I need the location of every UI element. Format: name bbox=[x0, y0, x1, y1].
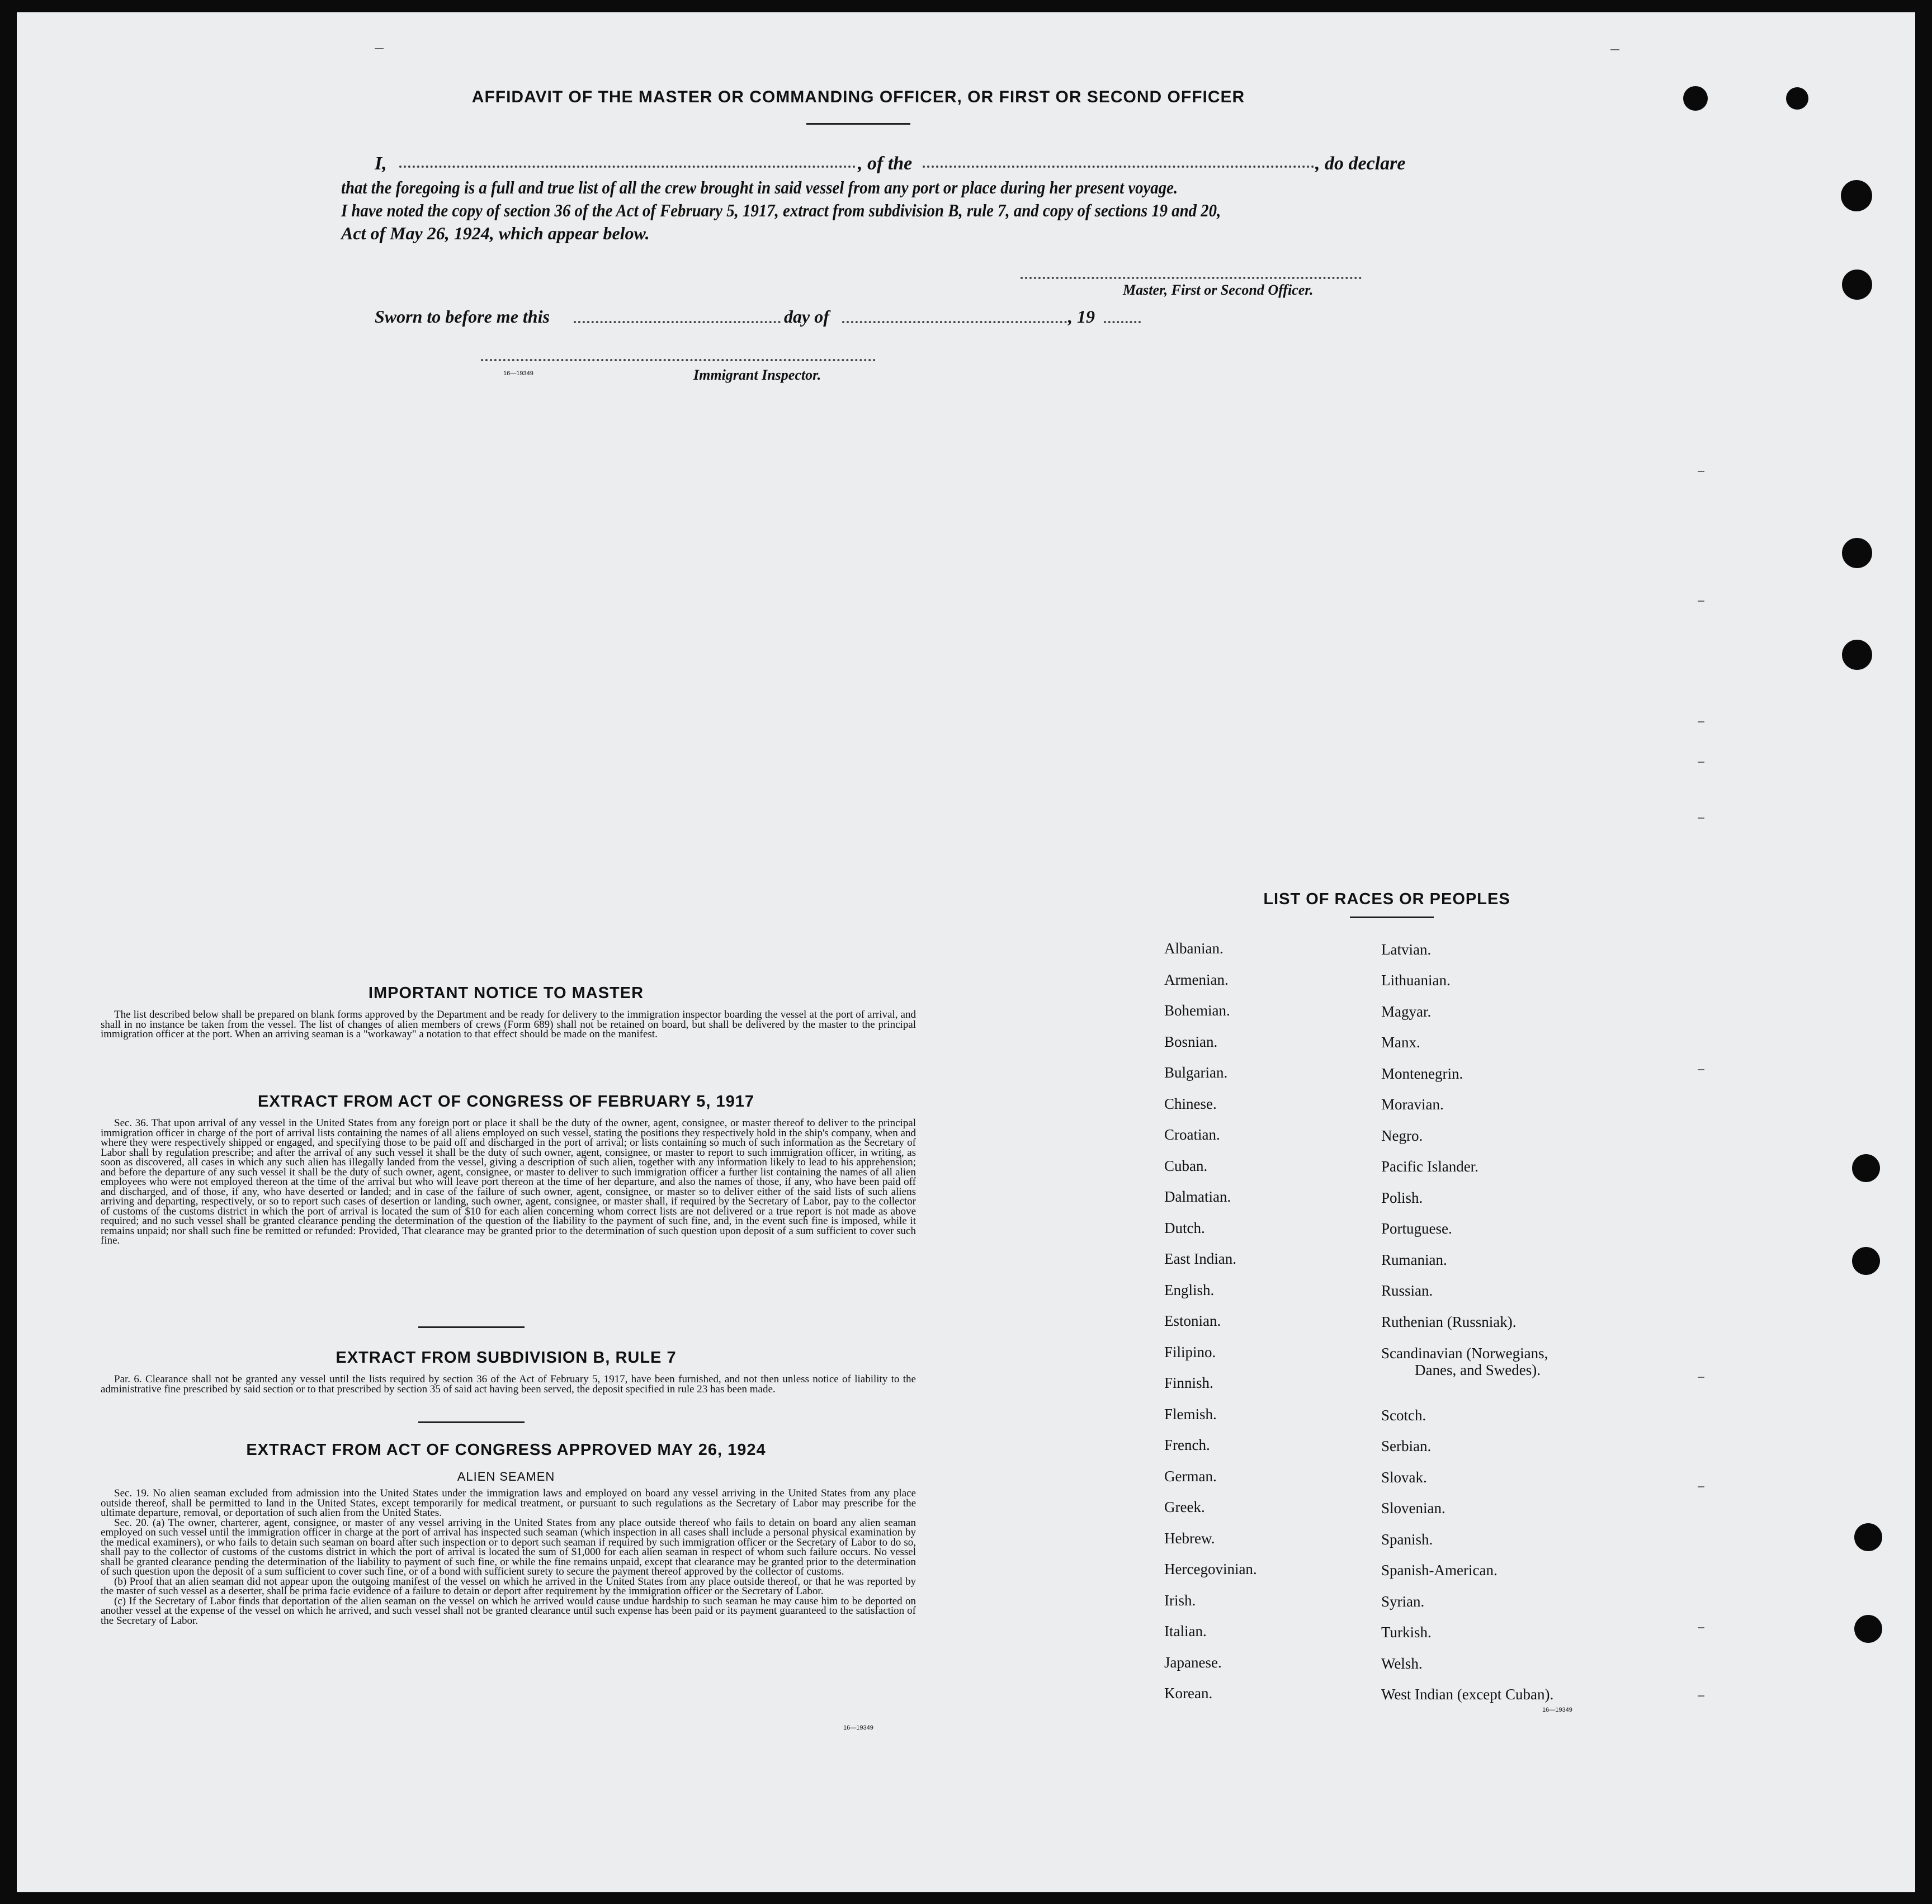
race-left-item: Greek. bbox=[1164, 1499, 1205, 1515]
divider-2 bbox=[418, 1421, 525, 1423]
punch-hole bbox=[1683, 86, 1708, 111]
race-left-item: Estonian. bbox=[1164, 1312, 1221, 1329]
race-right-item: Slovak. bbox=[1381, 1469, 1427, 1486]
race-left-item: French. bbox=[1164, 1437, 1210, 1453]
race-right-item: Manx. bbox=[1381, 1034, 1420, 1051]
race-left-item: Hebrew. bbox=[1164, 1530, 1215, 1547]
inspector-label: Immigrant Inspector. bbox=[693, 367, 821, 383]
punch-hole bbox=[1842, 640, 1872, 670]
extract-1924-title: EXTRACT FROM ACT OF CONGRESS APPROVED MAY 26, 1924 bbox=[246, 1441, 766, 1459]
edge-mark bbox=[1698, 1486, 1704, 1487]
edge-mark bbox=[1698, 471, 1704, 472]
sworn-year-blank[interactable] bbox=[1104, 321, 1141, 323]
section-20b-paragraph: (b) Proof that an alien seaman did not appear upon the outgoing manifest of the vessel on which he arrived in the United States from any place outside thereof, or that he was reported by the master of such vessel as a deserter, shall be prima facie evidence of a failure to detain or deport after requirement by the immigration officer or the Secretary of Labor. bbox=[101, 1575, 916, 1597]
races-form-number: 16—19349 bbox=[1542, 1707, 1572, 1713]
affidavit-line-2: that the foregoing is a full and true list of all the crew brought in said vessel from any port or place during her present voyage. bbox=[341, 177, 1178, 197]
year-label: , 19 bbox=[1068, 306, 1095, 327]
punch-hole bbox=[1842, 270, 1872, 300]
edge-mark bbox=[1698, 1069, 1704, 1070]
races-title-rule bbox=[1350, 916, 1434, 918]
race-left-item: Bulgarian. bbox=[1164, 1064, 1228, 1081]
race-right-item: Scandinavian (Norwegians, bbox=[1381, 1345, 1548, 1362]
sworn-day-blank[interactable] bbox=[574, 321, 781, 323]
race-right-item: Scotch. bbox=[1381, 1407, 1426, 1424]
race-left-item: Bohemian. bbox=[1164, 1002, 1230, 1019]
punch-hole bbox=[1841, 180, 1872, 211]
day-of-label: day of bbox=[784, 306, 829, 327]
subdivision-b-title: EXTRACT FROM SUBDIVISION B, RULE 7 bbox=[336, 1349, 677, 1367]
name-blank[interactable] bbox=[399, 166, 856, 168]
race-left-item: Hercegovinian. bbox=[1164, 1561, 1257, 1577]
race-left-item: Korean. bbox=[1164, 1685, 1213, 1702]
edge-mark bbox=[1698, 601, 1704, 602]
subdivision-b-body bbox=[101, 1374, 916, 1394]
extract-1924-body bbox=[101, 1489, 916, 1626]
race-right-item: Serbian. bbox=[1381, 1438, 1432, 1454]
race-left-item: Bosnian. bbox=[1164, 1033, 1218, 1050]
edge-mark bbox=[1698, 1627, 1704, 1628]
edge-mark bbox=[1698, 818, 1704, 819]
race-right-item: Syrian. bbox=[1381, 1593, 1425, 1610]
punch-hole bbox=[1786, 87, 1808, 110]
races-title: LIST OF RACES OR PEOPLES bbox=[1263, 890, 1510, 908]
race-right-item: Montenegrin. bbox=[1381, 1065, 1463, 1082]
race-right-item: Turkish. bbox=[1381, 1624, 1432, 1641]
affidavit-line-4: Act of May 26, 1924, which appear below. bbox=[341, 223, 650, 243]
affidavit-title: AFFIDAVIT OF THE MASTER OR COMMANDING OFFICER, OR FIRST OR SECOND OFFICER bbox=[471, 88, 1245, 106]
race-left-item: English. bbox=[1164, 1282, 1215, 1298]
race-right-item: Spanish. bbox=[1381, 1531, 1433, 1548]
affidavit-of-the: , of the bbox=[858, 153, 913, 174]
sworn-month-blank[interactable] bbox=[842, 321, 1071, 323]
race-left-item: Irish. bbox=[1164, 1592, 1196, 1609]
race-left-item: Chinese. bbox=[1164, 1095, 1217, 1112]
extract-1917-title: EXTRACT FROM ACT OF CONGRESS OF FEBRUARY 5, 1917 bbox=[257, 1093, 755, 1111]
race-right-item: Lithuanian. bbox=[1381, 972, 1451, 989]
punch-hole bbox=[1852, 1247, 1880, 1275]
race-left-item: Finnish. bbox=[1164, 1374, 1213, 1391]
edge-mark bbox=[1698, 721, 1704, 722]
extract-form-number: 16—19349 bbox=[843, 1725, 873, 1731]
race-left-item: Italian. bbox=[1164, 1623, 1207, 1640]
race-left-item: Filipino. bbox=[1164, 1344, 1216, 1360]
race-right-item: Moravian. bbox=[1381, 1096, 1444, 1113]
race-left-item: Dalmatian. bbox=[1164, 1188, 1231, 1205]
race-right-item: Portuguese. bbox=[1381, 1220, 1452, 1237]
race-left-item: Croatian. bbox=[1164, 1126, 1220, 1143]
race-right-item: Danes, and Swedes). bbox=[1415, 1362, 1541, 1378]
race-right-item: Negro. bbox=[1381, 1127, 1423, 1144]
race-right-item: West Indian (except Cuban). bbox=[1381, 1686, 1554, 1703]
edge-mark bbox=[1610, 49, 1619, 50]
race-left-item: Albanian. bbox=[1164, 940, 1224, 957]
race-right-item: Magyar. bbox=[1381, 1003, 1432, 1020]
race-left-item: East Indian. bbox=[1164, 1250, 1236, 1267]
affidavit-title-rule bbox=[806, 123, 910, 125]
extract-1917-body bbox=[101, 1118, 916, 1246]
vessel-blank[interactable] bbox=[923, 166, 1314, 168]
section-19-paragraph: Sec. 19. No alien seaman excluded from admission into the United States under the immigration laws and employed on board any vessel arriving in the United States from any place outside thereof, shall be permitted to land in the United States, except temporarily for medical treatment, or pursuant to such regulations as the Secretary of Labor may prescribe for the ultimate departure, removal, or deportation of such alien from the United States. bbox=[101, 1487, 916, 1519]
notice-paragraph: The list described below shall be prepared on blank forms approved by the Department and be ready for delivery to the immigration inspector boarding the vessel at the port of arrival, and shall in no instance be taken from the vessel. The list of changes of alien members of crews (Form 689) shall not be retained on board, but shall be delivered by the master to the principal immigration officer at the port. When an arriving seaman is a "workaway" a notation to that effect should be made on the manifest. bbox=[101, 1009, 916, 1040]
affidavit-form-number: 16—19349 bbox=[503, 370, 533, 377]
affidavit-do-declare: , do declare bbox=[1315, 153, 1406, 174]
edge-mark bbox=[375, 48, 384, 49]
race-left-item: Cuban. bbox=[1164, 1157, 1208, 1174]
race-left-item: Armenian. bbox=[1164, 971, 1229, 988]
punch-hole bbox=[1852, 1154, 1880, 1182]
race-left-item: Flemish. bbox=[1164, 1406, 1217, 1423]
edge-mark bbox=[1698, 1695, 1704, 1697]
race-left-item: Japanese. bbox=[1164, 1654, 1222, 1671]
section-36-paragraph: Sec. 36. That upon arrival of any vessel in the United States from any foreign port or place it shall be the duty of the owner, agent, consignee, or master thereof to deliver to the principal immigration officer in charge of the port of arrival lists containing the names of all aliens employed on such vessel, stating the positions they respectively hold in the ship's company, when and where they were respectively shipped or engaged, and specifying those to be paid off and discharged in the port of arrival; or lists containing so much of such information as the Secretary of Labor shall by regulation prescribe; and after the arrival of any such vessel it shall be the duty of such owner, agent, consignee, or master to report to such immigration officer, in writing, as soon as discovered, all cases in which any such alien has illegally landed from the vessel, giving a description of such alien, together with any information likely to lead to his apprehension; and before the departure of any such vessel it shall be the duty of such owner, agent, consignee, or master to deliver to such immigration officer a further list containing the names of all alien employees who were not employed thereon at the time of the arrival but who will leave port thereon at the time of her departure, and also the names of those, if any, who have been paid off and discharged, and of those, if any, who have deserted or landed; and in case of the failure of such owner, agent, consignee, or master so to deliver either of the said lists of such aliens arriving and departing, respectively, or so to report such cases of desertion or landing, such owner, agent, consignee, or master shall, if required by the Secretary of Labor, pay to the collector of customs of the customs district in which the port of arrival is located the sum of $10 for each alien concerning whom correct lists are not delivered or a true report is not made as above required; and no such vessel shall be granted clearance pending the determination of the question of the liability to the payment of such fine, and, in the event such fine is imposed, while it remains unpaid; nor shall such fine be remitted or refunded: Provided, That clearance may be granted prior to the determination of such question upon deposit of a sum sufficient to cover such fine. bbox=[101, 1117, 916, 1246]
notice-title: IMPORTANT NOTICE TO MASTER bbox=[368, 984, 644, 1002]
race-right-item: Rumanian. bbox=[1381, 1251, 1447, 1268]
race-right-item: Welsh. bbox=[1381, 1655, 1423, 1672]
race-right-item: Pacific Islander. bbox=[1381, 1158, 1478, 1175]
inspector-signature-blank[interactable] bbox=[481, 359, 876, 361]
paragraph-6: Par. 6. Clearance shall not be granted any vessel until the lists required by section 36 of the Act of February 5, 1917, have been furnished, and not then unless notice of liability to the administrative fine prescribed by said section or to that prescribed by section 35 of said act having been served, the deposit specified in rule 23 has been made. bbox=[101, 1373, 916, 1395]
signature-blank[interactable] bbox=[1021, 277, 1362, 279]
section-20a-paragraph: Sec. 20. (a) The owner, charterer, agent, consignee, or master of any vessel arriving in the United States from any place outside thereof who fails to detain on board any alien seaman employed on such vessel until the immigration officer in charge at the port of arrival has inspected such seaman (which inspection in all cases shall include a personal physical examination by the medical examiners), or who fails to detain such seaman on board after such inspection or to deport such seaman if required by such immigration officer or the Secretary of Labor to do so, shall pay to the collector of customs of the customs district in which the port of arrival is located the sum of $1,000 for each alien seaman in respect of whom such failure occurs. No vessel shall be granted clearance pending the determination of the liability to payment of such fine, or while the fine remains unpaid, except that clearance may be granted prior to the determination of such question upon the deposit of a sum sufficient to cover such fine, or of a bond with sufficient surety to secure the payment thereof approved by the collector of customs. bbox=[101, 1516, 916, 1577]
race-right-item: Spanish-American. bbox=[1381, 1562, 1498, 1579]
punch-hole bbox=[1854, 1523, 1882, 1551]
race-left-item: German. bbox=[1164, 1468, 1217, 1485]
punch-hole bbox=[1842, 538, 1872, 568]
edge-mark bbox=[1698, 1377, 1704, 1378]
affidavit-i: I, bbox=[375, 153, 387, 174]
race-right-item: Russian. bbox=[1381, 1282, 1433, 1299]
race-right-item: Ruthenian (Russniak). bbox=[1381, 1314, 1517, 1330]
race-right-item: Slovenian. bbox=[1381, 1500, 1446, 1516]
race-right-item: Latvian. bbox=[1381, 941, 1432, 958]
section-20c-paragraph: (c) If the Secretary of Labor finds that deportation of the alien seaman on the vessel on which he arrived would cause undue hardship to such seaman he may cause him to be deported on another vessel at the expense of the vessel on which he arrived, and such vessel shall not be granted clearance until such expense has been paid or its payment guaranteed to the satisfaction of the Secretary of Labor. bbox=[101, 1595, 916, 1627]
race-right-item: Polish. bbox=[1381, 1189, 1423, 1206]
divider-1 bbox=[418, 1326, 525, 1328]
signature-label: Master, First or Second Officer. bbox=[1123, 282, 1314, 298]
edge-mark bbox=[1698, 762, 1704, 763]
sworn-label: Sworn to before me this bbox=[375, 306, 550, 327]
form-sheet bbox=[17, 12, 1915, 1892]
punch-hole bbox=[1854, 1615, 1882, 1643]
affidavit-line-3: I have noted the copy of section 36 of the Act of February 5, 1917, extract from subdivision B, rule 7, and copy of sections 19 and 20, bbox=[341, 200, 1221, 220]
notice-body bbox=[101, 1010, 916, 1040]
race-left-item: Dutch. bbox=[1164, 1220, 1205, 1236]
alien-seamen-subtitle: ALIEN SEAMEN bbox=[457, 1470, 555, 1483]
